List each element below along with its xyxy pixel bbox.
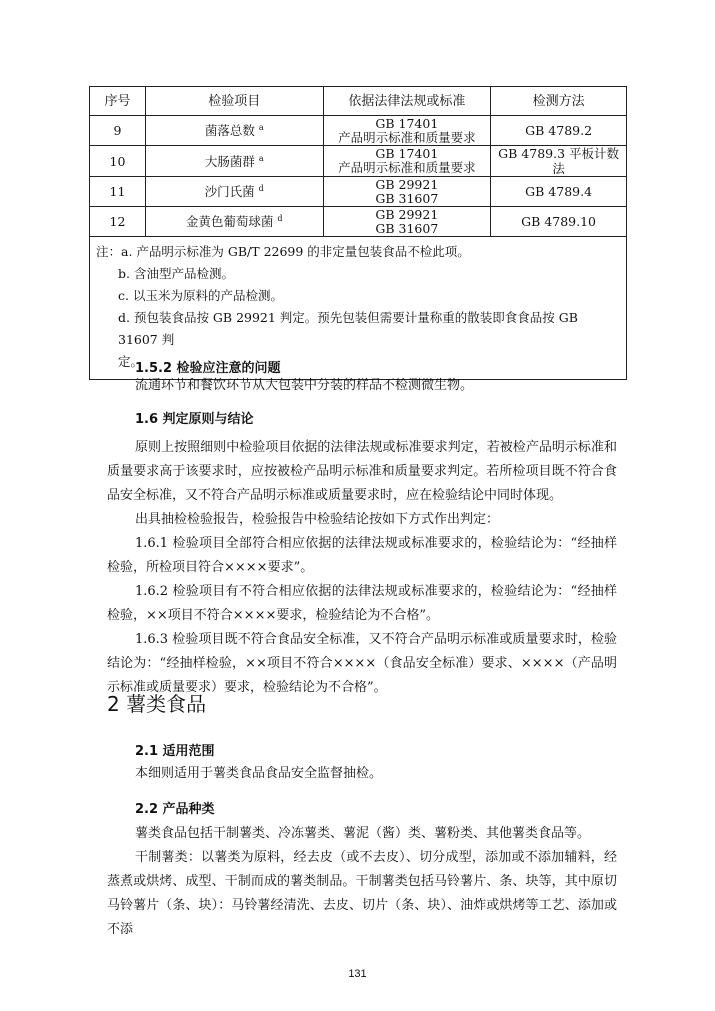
paragraph-1-6-1: 1.6.1 检验项目全部符合相应依据的法律法规或标准要求的，检验结论为：“经抽样检验，所检项目符合××××要求”。 xyxy=(107,536,617,575)
paragraph-1-6-principle: 原则上按照细则中检验项目依据的法律法规或标准要求判定，若被检产品明示标准和质量要求高于该要求时，应按被检产品明示标准和质量要求判定。若所检项目既不符合食品安全标准，又不符合产品明示标准或质量要求时，应在检验结论中同时体现。 xyxy=(107,440,617,503)
row-method: GB 4789.2 xyxy=(491,116,627,146)
row-item: 金黄色葡萄球菌 $^d$ xyxy=(145,207,323,237)
section-text-2-1: 本细则适用于薯类食品食品安全监督抽检。 xyxy=(135,766,383,781)
section-heading-2-1: 2.1 适用范围 xyxy=(135,744,215,759)
page-number: 131 xyxy=(348,968,367,980)
note-d: d. 预包装食品按 GB 29921 判定。预先包装但需要计量称重的散装即食食品按 GB 31607 判 xyxy=(118,310,578,347)
section-heading-1-6: 1.6 判定原则与结论 xyxy=(135,412,254,427)
inspection-items-table xyxy=(89,86,627,380)
row-item: 菌落总数 $^a$ xyxy=(145,116,323,146)
header-no: 序号 xyxy=(90,87,146,116)
header-method: 检测方法 xyxy=(491,87,627,116)
paragraph-1-6-report: 出具抽检检验报告，检验报告中检验结论按如下方式作出判定： xyxy=(135,512,500,527)
section-text-1-5-2: 流通环节和餐饮环节从大包装中分装的样品不检测微生物。 xyxy=(135,378,474,393)
table-row xyxy=(90,207,627,237)
paragraph-2-2-dried: 干制薯类：以薯类为原料，经去皮（或不去皮）、切分成型，添加或不添加辅料，经蒸煮或烘烤、成型、干制而成的薯类制品。干制薯类包括马铃薯片、条、块等，其中原切马铃薯片（条、块）：马铃薯经清洗、去皮、切片（条、块）、油炸或烘烤等工艺、添加或不添 xyxy=(107,850,617,937)
row-standard: GB 17401 产品明示标准和质量要求 xyxy=(323,116,491,146)
section-heading-1-5-2: 1.5.2 检验应注意的问题 xyxy=(135,361,281,376)
note-c: c. 以玉米为原料的产品检测。 xyxy=(118,288,283,303)
row-method: GB 4789.10 xyxy=(491,207,627,237)
table-row xyxy=(90,116,627,146)
note-d-continued: 定。 xyxy=(118,354,144,369)
header-item: 检验项目 xyxy=(145,87,323,116)
row-no: 10 xyxy=(90,146,146,177)
table-row xyxy=(90,146,627,177)
row-no: 11 xyxy=(90,177,146,207)
note-b: b. 含油型产品检测。 xyxy=(118,266,234,281)
row-standard: GB 29921 GB 31607 xyxy=(323,207,491,237)
row-standard: GB 17401 产品明示标准和质量要求 xyxy=(323,146,491,177)
row-method: GB 4789.3 平板计数法 xyxy=(491,146,627,177)
chapter-title: 2 薯类食品 xyxy=(107,692,207,716)
paragraph-1-6-3: 1.6.3 检验项目既不符合食品安全标准，又不符合产品明示标准或质量要求时，检验结论为：“经抽样检验，××项目不符合××××（食品安全标准）要求、××××（产品明示标准或质量要求）要求，检验结论为不合格”。 xyxy=(107,632,617,695)
row-item: 沙门氏菌 $^d$ xyxy=(145,177,323,207)
row-method: GB 4789.4 xyxy=(491,177,627,207)
header-standard: 依据法律法规或标准 xyxy=(323,87,491,116)
paragraph-1-6-2: 1.6.2 检验项目有不符合相应依据的法律法规或标准要求的，检验结论为：“经抽样检验，××项目不符合××××要求，检验结论为不合格”。 xyxy=(107,584,617,623)
note-a: 注：a. 产品明示标准为 GB/T 22699 的非定量包装食品不检此项。 xyxy=(96,244,470,259)
table-header-row xyxy=(90,87,627,116)
row-no: 12 xyxy=(90,207,146,237)
table-row xyxy=(90,177,627,207)
paragraph-2-2-types: 薯类食品包括干制薯类、冷冻薯类、薯泥（酱）类、薯粉类、其他薯类食品等。 xyxy=(135,826,591,841)
section-heading-2-2: 2.2 产品种类 xyxy=(135,802,215,817)
row-item: 大肠菌群 $^a$ xyxy=(145,146,323,177)
row-no: 9 xyxy=(90,116,146,146)
row-standard: GB 29921 GB 31607 xyxy=(323,177,491,207)
